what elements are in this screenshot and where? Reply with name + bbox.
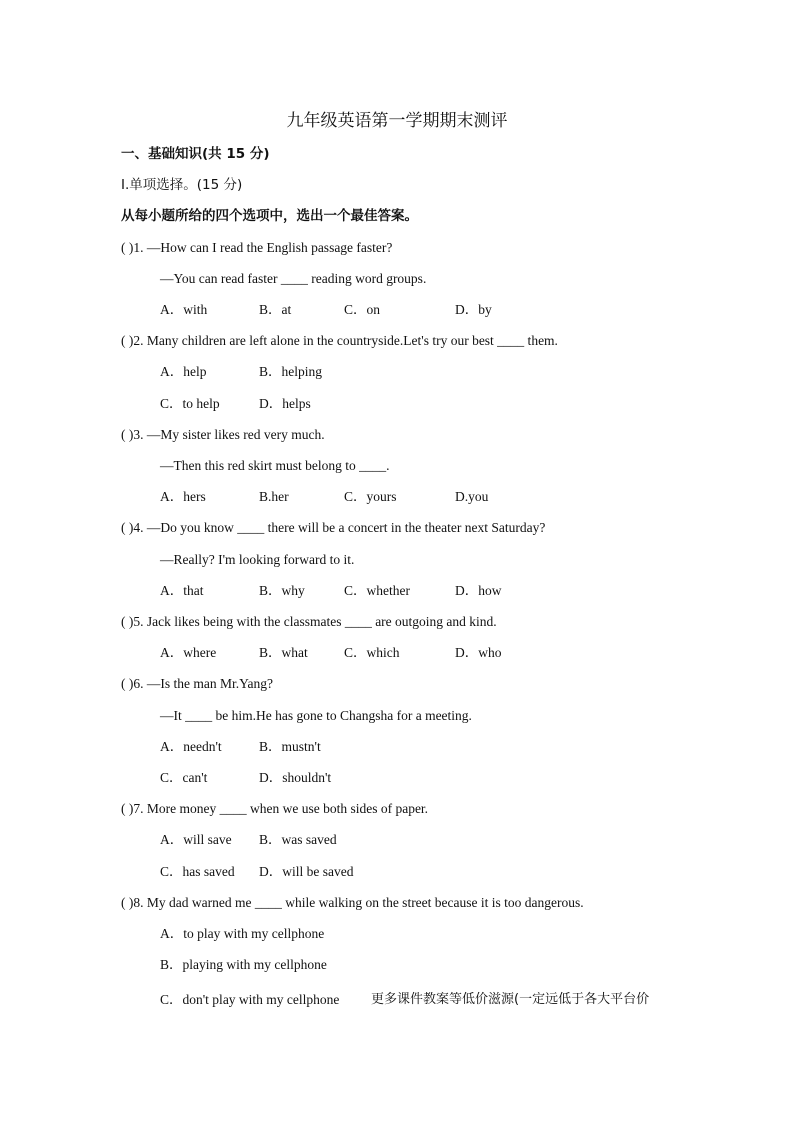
question-4-option-b: B．why xyxy=(259,583,305,598)
question-8-option-b: B．playing with my cellphone xyxy=(160,957,327,972)
question-5-stem: ( )5. Jack likes being with the classmates ____ are outgoing and kind. xyxy=(121,614,497,629)
question-4-option-c: C．whether xyxy=(344,583,410,598)
question-6-option-b: B．mustn't xyxy=(259,739,321,754)
question-1-option-b: B．at xyxy=(259,302,292,317)
question-4-option-a: A．that xyxy=(160,583,204,598)
question-6-stem: ( )6. —Is the man Mr.Yang? xyxy=(121,676,273,691)
question-8-option-c: C．don't play with my cellphone xyxy=(160,992,340,1007)
footer-note: 更多课件教案等低价滋源(一定远低于各大平台价 xyxy=(371,992,650,1007)
question-7-stem: ( )7. More money ____ when we use both sides of paper. xyxy=(121,801,429,816)
question-6-option-d: D．shouldn't xyxy=(259,770,332,785)
question-1-option-a: A．with xyxy=(160,302,208,317)
question-4-option-d: D．how xyxy=(455,583,502,598)
page-title: 九年级英语第一学期期末测评 xyxy=(286,111,508,131)
question-2-option-d: D．helps xyxy=(259,396,311,411)
question-4-line2: —Really? I'm looking forward to it. xyxy=(160,552,355,567)
question-5-option-d: D．who xyxy=(455,645,502,660)
question-2-option-c: C．to help xyxy=(160,396,220,411)
question-3-line2: —Then this red skirt must belong to ____. xyxy=(160,458,390,473)
question-6-line2: —It ____ be him.He has gone to Changsha for a meeting. xyxy=(160,708,472,723)
question-3-option-a: A．hers xyxy=(160,489,206,504)
question-1-stem: ( )1. —How can I read the English passage faster? xyxy=(121,240,393,255)
question-2-stem: ( )2. Many children are left alone in the countryside.Let's try our best ____ them. xyxy=(121,333,558,348)
question-6-option-c: C．can't xyxy=(160,770,208,785)
question-1-line2: —You can read faster ____ reading word groups. xyxy=(160,271,427,286)
question-4-stem: ( )4. —Do you know ____ there will be a concert in the theater next Saturday? xyxy=(121,520,546,535)
question-8-stem: ( )8. My dad warned me ____ while walking on the street because it is too dangerous. xyxy=(121,895,584,910)
question-2-option-a: A．help xyxy=(160,364,207,379)
question-3-option-c: C．yours xyxy=(344,489,397,504)
question-1-option-d: D．by xyxy=(455,302,492,317)
question-3-option-d: D.you xyxy=(455,489,489,504)
instruction-text: 从每小题所给的四个选项中，选出一个最佳答案。 xyxy=(121,208,418,224)
question-5-option-a: A．where xyxy=(160,645,217,660)
question-1-option-c: C．on xyxy=(344,302,381,317)
question-6-option-a: A．needn't xyxy=(160,739,222,754)
question-8-option-a: A．to play with my cellphone xyxy=(160,926,325,941)
question-7-option-c: C．has saved xyxy=(160,864,235,879)
section-heading: 一、基础知识(共 15 分) xyxy=(121,146,270,162)
part-heading: Ⅰ.单项选择。(15 分) xyxy=(121,177,243,193)
question-7-option-d: D．will be saved xyxy=(259,864,354,879)
question-2-option-b: B．helping xyxy=(259,364,322,379)
question-7-option-a: A．will save xyxy=(160,832,232,847)
question-3-option-b: B.her xyxy=(259,489,289,504)
question-5-option-b: B．what xyxy=(259,645,308,660)
question-7-option-b: B．was saved xyxy=(259,832,337,847)
question-5-option-c: C．which xyxy=(344,645,400,660)
question-3-stem: ( )3. —My sister likes red very much. xyxy=(121,427,325,442)
